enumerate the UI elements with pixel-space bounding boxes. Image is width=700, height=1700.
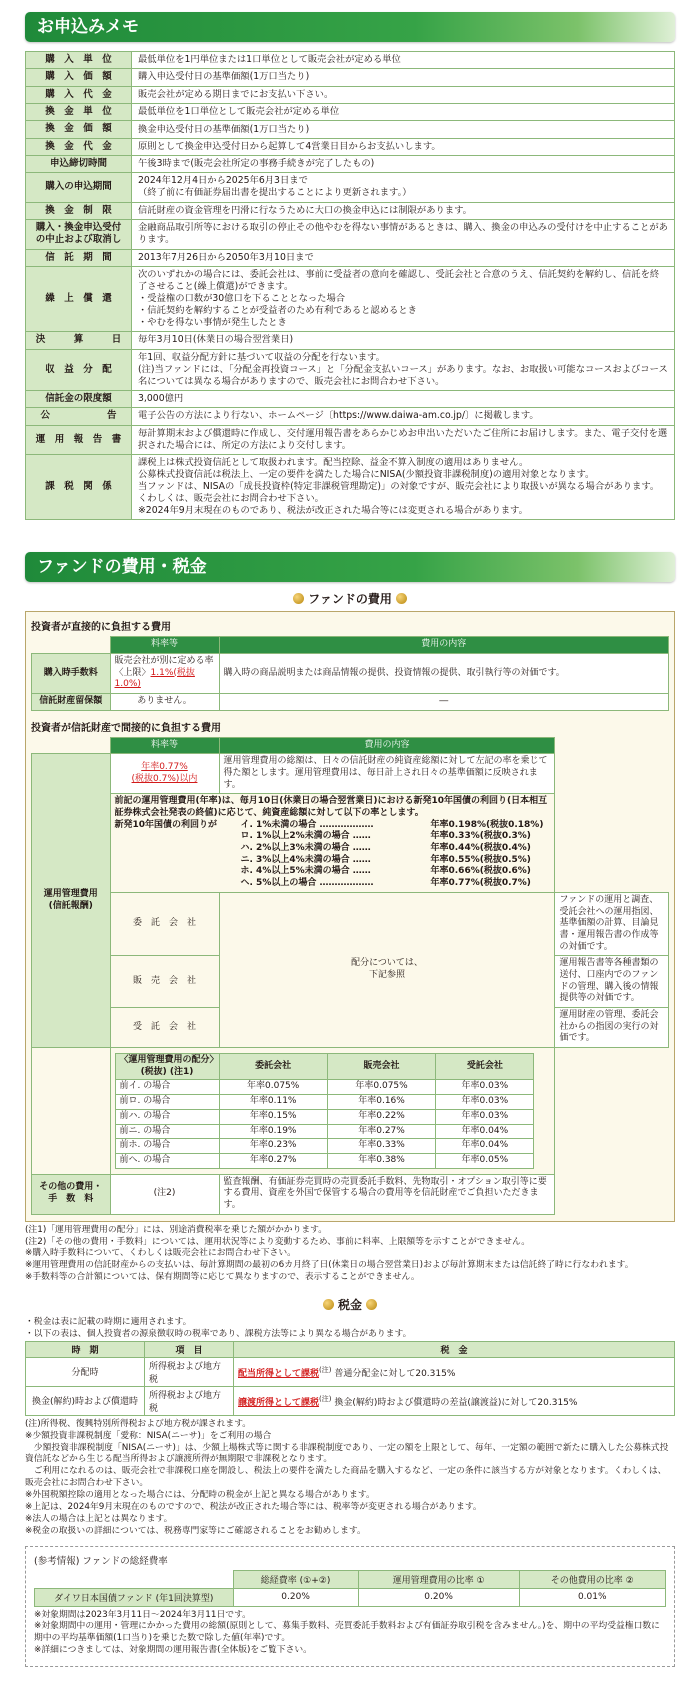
tax-tag: 配当所得として課税 — [238, 1368, 320, 1379]
memo-row — [26, 454, 675, 519]
memo-row — [26, 202, 675, 219]
alloc-cell: 年率0.27% — [219, 1153, 327, 1168]
note-line: (注2)「その他の費用・手数料」については、運用状況等により変動するため、事前に料率、上限額等を示すことができません。 — [25, 1236, 531, 1247]
note-line: ※外国税額控除の適用となった場合には、分配時の税金が上記と異なる場合があります。 — [25, 1490, 375, 1501]
memo-value: 原則として換金申込受付日から起算して4営業日目からお支払いします。 — [132, 138, 675, 155]
purchase-rate-value: 1.1%(税抜1.0%) — [114, 667, 195, 690]
mgmt-label-line2: (信託報酬) — [48, 900, 93, 911]
ratio-table — [34, 1570, 666, 1607]
tier-block — [115, 820, 551, 890]
memo-label: 決 算 日 — [26, 332, 132, 349]
memo-table — [25, 51, 675, 520]
memo-value: 電子公告の方法により行ない、ホームページ〔https://www.daiwa-am.co.jp/〕に掲載します。 — [132, 408, 675, 425]
tax-tag: 譲渡所得として課税 — [238, 1397, 320, 1408]
alloc-cell: 年率0.11% — [219, 1095, 327, 1110]
allocation-note-line2: 下記参照 — [368, 969, 405, 980]
memo-label: 換 金 代 金 — [26, 138, 132, 155]
jgb-label: 新発10年国債の利回りが — [114, 819, 218, 830]
note-line: ※対象期間中の運用・管理にかかった費用の総額(原則として、募集手数料、売買委託手数料および有価証券取引税を含みません。)を、期中の平均受益権口数に期中の平均基準価額(1口当り)を乗じた数で除した値(年率)です。 — [34, 1621, 660, 1644]
memo-row — [26, 249, 675, 266]
indirect-fee-table — [31, 737, 669, 1215]
memo-label: 課 税 関 係 — [26, 454, 132, 519]
alloc-cell: 前ハ. の場合 — [115, 1109, 219, 1124]
tax-notes — [25, 1419, 675, 1538]
blank-cell — [35, 1570, 234, 1588]
indirect-heading: 投資者が信託財産で間接的に負担する費用 — [31, 722, 221, 734]
memo-label: 購 入 価 額 — [26, 69, 132, 86]
memo-row — [26, 104, 675, 121]
tier-rate: 年率0.55%(税抜0.5%) — [430, 854, 531, 865]
memo-row — [26, 156, 675, 173]
reserve-content: ― — [219, 693, 669, 710]
memo-value: 最低単位を1口単位として販売会社が定める単位 — [132, 104, 675, 121]
alloc-cell: 年率0.38% — [327, 1153, 435, 1168]
alloc-cell — [110, 1048, 555, 1175]
memo-label: 換 金 価 額 — [26, 121, 132, 138]
tax-col-when: 時 期 — [26, 1341, 145, 1357]
fees-subtitle-text: ファンドの費用 — [308, 592, 392, 607]
gold-dot-icon — [366, 1299, 377, 1310]
expense-ratio-box — [25, 1546, 675, 1668]
tier-row — [241, 878, 544, 890]
blank-cell — [32, 737, 111, 754]
alloc-cell: 年率0.03% — [436, 1109, 534, 1124]
tax-col-tax: 税 金 — [234, 1341, 675, 1357]
other-fee-label — [32, 1174, 111, 1214]
party-name: 受 託 会 社 — [110, 1008, 219, 1048]
memo-value: 2024年12月4日から2025年6月3日まで （終了前に有価証券届出書を提出することにより更新されます。） — [132, 173, 675, 202]
alloc-cell: 年率0.04% — [436, 1124, 534, 1139]
fee-box — [25, 611, 675, 1222]
memo-row — [26, 219, 675, 249]
memo-section-title: お申込みメモ — [25, 12, 675, 42]
note-line: ご利用になれるのは、販売会社で非課税口座を開設し、税法上の要件を満たした商品を購入するなど、一定の条件に該当する方が対象となります。くわしくは、販売会社にお問合わせ下さい。 — [25, 1466, 667, 1489]
memo-label: 購 入 代 金 — [26, 86, 132, 103]
ratio-fund-name: ダイワ日本国債ファンド (年1回決算型) — [35, 1588, 234, 1606]
alloc-header-line1: 〈運用管理費用の配分〉 — [119, 1055, 219, 1066]
tier-rate: 年率0.44%(税抜0.4%) — [430, 843, 531, 854]
tax-table — [25, 1341, 675, 1416]
alloc-cell: 年率0.27% — [327, 1124, 435, 1139]
party-content-2: 運用財産の管理、委託会社からの指図の実行の対価です。 — [555, 1008, 669, 1048]
gold-dot-icon — [293, 593, 304, 604]
mgmt-fee-rate — [110, 754, 219, 794]
note-line: ※法人の場合は上記とは異なります。 — [25, 1513, 173, 1524]
alloc-cell: 年率0.23% — [219, 1139, 327, 1154]
alloc-cell: 年率0.22% — [327, 1109, 435, 1124]
mgmt-fee-content: 運用管理費用の総額は、日々の信託財産の純資産総額に対して左記の率を乗じて得た額とします。運用管理費用は、毎日計上され日々の基準価額に反映されます。 — [219, 754, 555, 794]
note-line: ※上記は、2024年9月末現在のものですので、税法が改正された場合等には、税率等が変更される場合があります。 — [25, 1501, 482, 1512]
purchase-fee-rate — [110, 653, 219, 693]
fees-subtitle — [25, 590, 675, 607]
tier-rate: 年率0.77%(税抜0.7%) — [430, 878, 531, 889]
alloc-row — [115, 1139, 534, 1154]
ratio-title: (参考情報) ファンドの総経費率 — [34, 1555, 168, 1567]
tax-row — [26, 1386, 675, 1415]
memo-value: 金融商品取引所等における取引の停止その他やむを得ない事情があるときは、購入、換金の申込みの受付けを中止することがあります。 — [132, 219, 675, 249]
note-line: ※詳細につきましては、対象期間の運用報告書(全体版)をご覧下さい。 — [34, 1645, 312, 1656]
tax-row — [26, 1357, 675, 1386]
alloc-header — [115, 1054, 219, 1080]
tier-condition: イ. 1%未満の場合 ……………… — [240, 819, 374, 830]
tax-item: 所得税および地方税 — [145, 1386, 234, 1415]
allocation-note-line1: 配分については、 — [351, 958, 423, 969]
alloc-cell: 前ホ. の場合 — [115, 1139, 219, 1154]
party-content-1: 運用報告書等各種書類の送付、口座内でのファンドの管理、購入後の情報提供等の対価です。 — [555, 956, 669, 1008]
alloc-cell: 前ヘ. の場合 — [115, 1153, 219, 1168]
memo-row — [26, 52, 675, 69]
tax-col-item: 項 目 — [145, 1341, 234, 1357]
mgmt-detail — [110, 794, 555, 893]
tax-desc-cell — [234, 1357, 675, 1386]
party-name: 委 託 会 社 — [110, 892, 219, 955]
alloc-row — [115, 1080, 534, 1095]
memo-row — [26, 349, 675, 390]
fee-notes — [25, 1225, 675, 1284]
memo-row — [26, 332, 675, 349]
alloc-cell: 年率0.075% — [219, 1080, 327, 1095]
other-fee-content: 監査報酬、有価証券売買時の売買委託手数料、先物取引・オプション取引等に要する費用、資産を外国で保管する場合の費用等を信託財産でご負担いただきます。 — [219, 1174, 555, 1214]
tier-condition: ホ. 4%以上5%未満の場合 …… — [240, 866, 371, 877]
note-line: (注1)「運用管理費用の配分」には、別途消費税率を乗じた額がかかります。 — [25, 1224, 328, 1235]
alloc-cell: 年率0.15% — [219, 1109, 327, 1124]
memo-label: 購入の申込期間 — [26, 173, 132, 202]
memo-row — [26, 408, 675, 425]
other-label-line2: 手 数 料 — [48, 1194, 94, 1205]
purchase-fee-content: 購入時の商品説明または商品情報の提供、投資情報の提供、取引執行等の対価です。 — [219, 653, 669, 693]
tier-condition: ハ. 2%以上3%未満の場合 …… — [240, 843, 371, 854]
tier-row — [241, 866, 544, 878]
reserve-rate: ありません。 — [110, 693, 219, 710]
memo-value: 午後3時まで(販売会社所定の事務手続きが完了したもの) — [132, 156, 675, 173]
alloc-cell: 年率0.33% — [327, 1139, 435, 1154]
note-line: ※少額投資非課税制度「愛称：NISA(ニーサ)」をご利用の場合 — [25, 1430, 272, 1441]
other-label-line1: その他の費用・ — [39, 1182, 103, 1193]
tax-item: 所得税および地方税 — [145, 1357, 234, 1386]
tier-condition: ヘ. 5%以上の場合 ……………… — [240, 878, 374, 889]
tax-when: 換金(解約)時および償還時 — [26, 1386, 145, 1415]
col-rate-header: 料率等 — [110, 637, 219, 654]
other-fee-rate: (注2) — [110, 1174, 219, 1214]
mgmt-fee-label — [32, 754, 111, 1048]
alloc-row — [115, 1153, 534, 1168]
memo-value: 次のいずれかの場合には、委託会社は、事前に受益者の意向を確認し、受託会社と合意のうえ、信託契約を解約し、信託を終了させること(繰上償還)ができます。 ・受益権の口数が30億口を下ることとなった場合 ・信託契約を解約することが受益者のため有利であると認めるとき ・やむを得ない事情が発生したとき — [132, 266, 675, 331]
alloc-col-2: 受託会社 — [436, 1054, 534, 1080]
mgmt-rate-line1: 年率0.77% — [141, 762, 188, 773]
mgmt-detail-text: 前記の運用管理費用(年率)は、毎月10日(休業日の場合翌営業日)における新発10年国債の利回り(日本相互証券株式会社発表の終値)に応じて、純資産総額に対して以下の率とします。 — [114, 796, 548, 819]
tax-note-mark: (注) — [319, 1365, 332, 1374]
memo-label: 換 金 制 限 — [26, 202, 132, 219]
memo-value: 課税上は株式投資信託として取扱われます。配当控除、益金不算入制度の適用はありません。 公募株式投資信託は税法上、一定の要件を満たした場合にNISA(少額投資非課税制度)の適用対象となります。 当ファンドは、NISAの「成長投資枠(特定非課税管理勘定)」の対象ですが、販売会社により取扱いが異なる場合があります。くわしくは、販売会社にお問合わせ下さい。 ※2024年9月末現在のものであり、税法が改正された場合等には変更される場合があります。 — [132, 454, 675, 519]
memo-row — [26, 173, 675, 202]
party-content-0: ファンドの運用と調査、受託会社への運用指図、基準価額の計算、目論見書・運用報告書の作成等の対価です。 — [555, 892, 669, 955]
tax-subtitle — [25, 1296, 675, 1313]
memo-row — [26, 425, 675, 454]
tax-title-text: 税金 — [337, 1298, 362, 1313]
tier-rate: 年率0.33%(税抜0.3%) — [430, 831, 531, 842]
ratio-value-1: 0.20% — [358, 1588, 519, 1606]
purchase-fee-label: 購入時手数料 — [32, 653, 111, 693]
tier-list — [241, 820, 544, 890]
alloc-cell: 年率0.04% — [436, 1139, 534, 1154]
memo-row — [26, 69, 675, 86]
alloc-col-0: 委託会社 — [219, 1054, 327, 1080]
alloc-row — [115, 1109, 534, 1124]
note-line: ・以下の表は、個人投資者の源泉徴収時の税率であり、課税方法等により異なる場合があります。 — [25, 1328, 412, 1339]
tax-note-mark: (注) — [319, 1394, 332, 1403]
alloc-cell: 年率0.075% — [327, 1080, 435, 1095]
purchase-rate-line2 — [115, 668, 215, 691]
memo-value: 換金申込受付日の基準価額(1万口当たり) — [132, 121, 675, 138]
tax-intro — [25, 1317, 675, 1341]
tier-condition: ロ. 1%以上2%未満の場合 …… — [240, 831, 371, 842]
ratio-notes — [34, 1610, 666, 1658]
gold-dot-icon — [323, 1299, 334, 1310]
tax-when: 分配時 — [26, 1357, 145, 1386]
allocation-note — [219, 892, 555, 1047]
memo-value: 信託財産の資金管理を円滑に行なうために大口の換金申込には制限があります。 — [132, 202, 675, 219]
ratio-col-2: その他費用の比率 ② — [519, 1570, 666, 1588]
mgmt-label-line1: 運用管理費用 — [43, 888, 98, 899]
reserve-label: 信託財産留保額 — [32, 693, 111, 710]
note-line: 少額投資非課税制度「NISA(ニーサ)」は、少額上場株式等に関する非課税制度であり、一定の額を上限として、毎年、一定額の範囲で新たに購入した公募株式投資信託などから生じる配当所得および譲渡所得が無期限で非課税となります。 — [25, 1442, 669, 1465]
memo-label: 購 入 単 位 — [26, 52, 132, 69]
memo-row — [26, 266, 675, 331]
ratio-value-0: 0.20% — [233, 1588, 358, 1606]
blank-cell — [32, 637, 111, 654]
note-line: ※運用管理費用の信託財産からの支払いは、毎計算期間の最初の6カ月終了日(休業日の場合翌営業日)および毎計算期末または信託終了時に行なわれます。 — [25, 1260, 634, 1271]
memo-row — [26, 121, 675, 138]
direct-fee-table — [31, 636, 669, 710]
alloc-cell: 前ニ. の場合 — [115, 1124, 219, 1139]
col-rate-header: 料率等 — [110, 737, 219, 754]
alloc-cell: 年率0.16% — [327, 1095, 435, 1110]
tax-desc: 換金(解約)時および償還時の差益(譲渡益)に対して20.315% — [334, 1397, 578, 1408]
ratio-value-2: 0.01% — [519, 1588, 666, 1606]
tier-condition: ニ. 3%以上4%未満の場合 …… — [240, 854, 371, 865]
note-line: ・税金は表に記載の時期に適用されます。 — [25, 1317, 192, 1328]
memo-row — [26, 86, 675, 103]
purchase-rate-cap: 〈上限〉 — [114, 667, 151, 678]
alloc-cell: 前ロ. の場合 — [115, 1095, 219, 1110]
col-content-header: 費用の内容 — [219, 637, 669, 654]
memo-label: 信託金の限度額 — [26, 390, 132, 407]
memo-value: 毎計算期末および償還時に作成し、交付運用報告書をあらかじめお申出いただいたご住所にお届けします。また、電子交付を選択された場合には、所定の方法により交付します。 — [132, 425, 675, 454]
note-line: ※購入時手数料について、くわしくは販売会社にお問合わせ下さい。 — [25, 1248, 296, 1259]
memo-value: 毎年3月10日(休業日の場合翌営業日) — [132, 332, 675, 349]
memo-value: 3,000億円 — [132, 390, 675, 407]
party-name: 販 売 会 社 — [110, 956, 219, 1008]
note-line: (注)所得税、復興特別所得税および地方税が課されます。 — [25, 1418, 252, 1429]
memo-label: 運 用 報 告 書 — [26, 425, 132, 454]
memo-label: 公 告 — [26, 408, 132, 425]
allocation-table — [115, 1053, 535, 1169]
alloc-row — [115, 1124, 534, 1139]
note-line: ※税金の取扱いの詳細については、税務専門家等にご確認されることをお勧めします。 — [25, 1525, 366, 1536]
note-line: ※対象期間は2023年3月11日～2024年3月11日です。 — [34, 1609, 251, 1620]
memo-value: 販売会社が定める期日までにお支払い下さい。 — [132, 86, 675, 103]
alloc-cell: 前イ. の場合 — [115, 1080, 219, 1095]
tier-row — [241, 820, 544, 832]
fees-section-title: ファンドの費用・税金 — [25, 552, 675, 582]
alloc-row — [115, 1095, 534, 1110]
gold-dot-icon — [396, 593, 407, 604]
tier-rate: 年率0.66%(税抜0.6%) — [430, 866, 531, 877]
memo-value: 最低単位を1円単位または1口単位として販売会社が定める単位 — [132, 52, 675, 69]
memo-label: 申込締切時間 — [26, 156, 132, 173]
alloc-col-1: 販売会社 — [327, 1054, 435, 1080]
ratio-col-0: 総経費率 (①+②) — [233, 1570, 358, 1588]
page — [25, 0, 675, 1667]
memo-value: 購入申込受付日の基準価額(1万口当たり) — [132, 69, 675, 86]
memo-label: 換 金 単 位 — [26, 104, 132, 121]
tier-rate: 年率0.198%(税抜0.18%) — [430, 819, 544, 830]
note-line: ※手数料等の合計額については、保有期間等に応じて異なりますので、表示することができません。 — [25, 1272, 420, 1283]
memo-value: 2013年7月26日から2050年3月10日まで — [132, 249, 675, 266]
alloc-cell: 年率0.03% — [436, 1080, 534, 1095]
memo-label: 信 託 期 間 — [26, 249, 132, 266]
tax-desc-cell — [234, 1386, 675, 1415]
tax-desc: 普通分配金に対して20.315% — [334, 1368, 456, 1379]
alloc-header-line2: (税抜) (注1) — [140, 1066, 194, 1077]
alloc-cell: 年率0.03% — [436, 1095, 534, 1110]
tier-row — [241, 843, 544, 855]
mgmt-rate-line2: (税抜0.7%)以内 — [131, 773, 198, 784]
purchase-rate-line1: 販売会社が別に定める率 — [114, 655, 214, 666]
col-content-header: 費用の内容 — [219, 737, 555, 754]
memo-label: 購入・換金申込受付 の中止および取消し — [26, 219, 132, 249]
ratio-col-1: 運用管理費用の比率 ① — [358, 1570, 519, 1588]
blank-cell — [32, 1048, 111, 1175]
alloc-cell: 年率0.05% — [436, 1153, 534, 1168]
memo-label: 繰 上 償 還 — [26, 266, 132, 331]
tier-row — [241, 831, 544, 843]
alloc-cell: 年率0.19% — [219, 1124, 327, 1139]
tier-row — [241, 855, 544, 867]
direct-heading: 投資者が直接的に負担する費用 — [31, 622, 171, 634]
memo-value: 年1回、収益分配方針に基づいて収益の分配を行ないます。 (注)当ファンドには、「分配金再投資コース」と「分配金支払いコース」があります。なお、お取扱い可能なコースおよびコース名については異なる場合がありますので、販売会社にお問合わせ下さい。 — [132, 349, 675, 390]
memo-row — [26, 390, 675, 407]
memo-row — [26, 138, 675, 155]
memo-label: 収 益 分 配 — [26, 349, 132, 390]
